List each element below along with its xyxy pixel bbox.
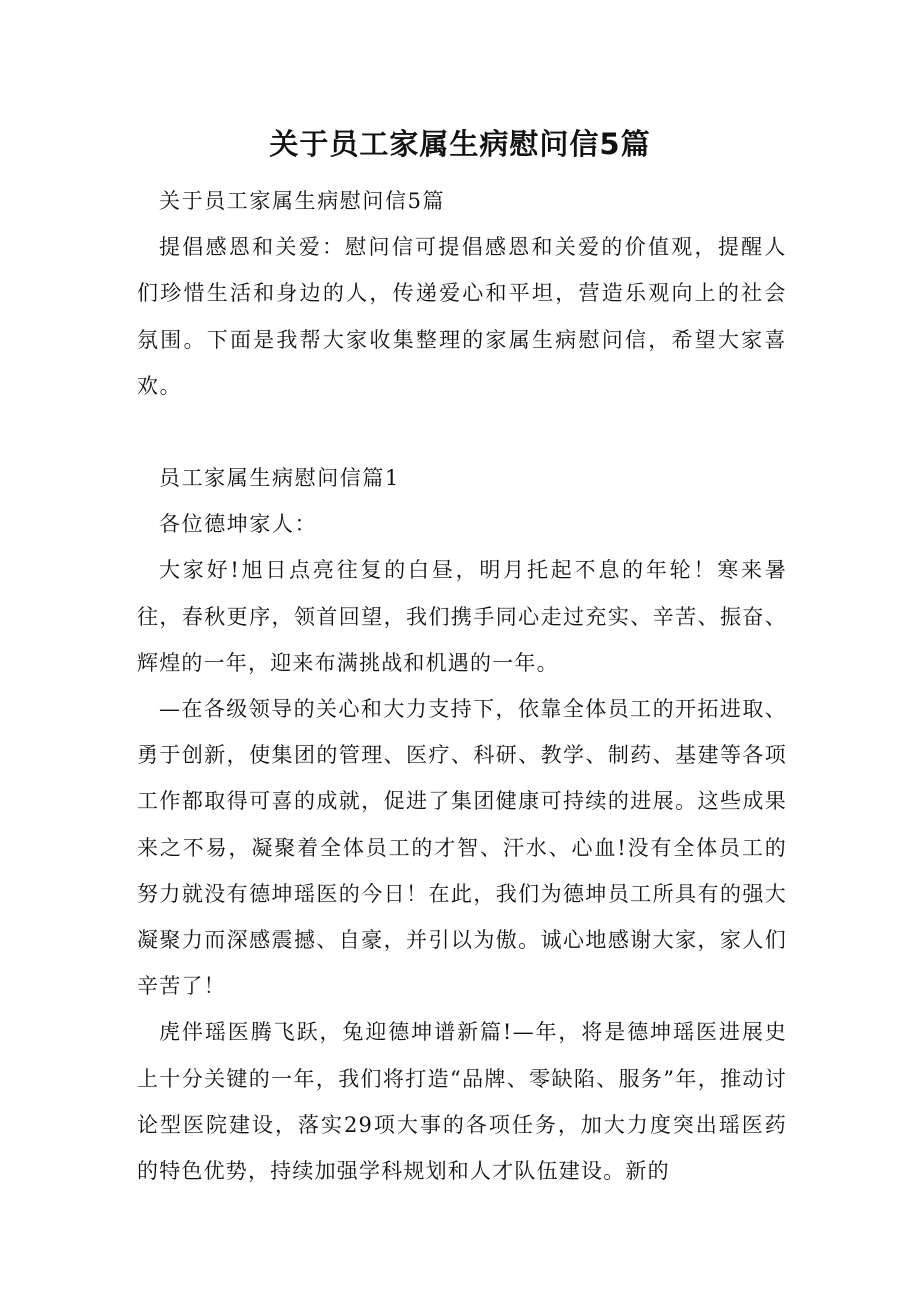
- section-heading: 员工家属生病慰问信篇1: [159, 466, 400, 491]
- document-title: 关于员工家属生病慰问信5篇: [269, 127, 651, 161]
- body-paragraph: 大家好!旭日点亮往复的白昼，明月托起不息的年轮！寒来暑往，春秋更序，领首回望，我们携手同心走过充实、辛苦、振奋、辉煌的一年，迎来布满挑战和机遇的一年。: [137, 558, 787, 675]
- salutation: 各位德坤家人：: [159, 512, 318, 537]
- body-paragraph: 虎伴瑶医腾飞跃，兔迎德坤谱新篇!—年，将是德坤瑶医进展史上十分关键的一年，我们将打造“品牌、零缺陷、服务”年，推动讨论型医院建设，落实29项大事的各项任务，加大力度突出瑶医药的特色优势，持续加强学科规划和人才队伍建设。新的: [137, 1020, 787, 1184]
- intro-paragraph: 提倡感恩和关爱：慰问信可提倡感恩和关爱的价值观，提醒人们珍惜生活和身边的人，传递爱心和平坦，营造乐观向上的社会氛围。下面是我帮大家收集整理的家属生病慰问信，希望大家喜欢。: [137, 235, 787, 398]
- document-subtitle: 关于员工家属生病慰问信5篇: [159, 189, 446, 213]
- document-body: [137, 178, 787, 1194]
- body-paragraph: —在各级领导的关心和大力支持下，依靠全体员工的开拓进取、勇于创新，使集团的管理、医疗、科研、教学、制药、基建等各项工作都取得可喜的成就，促进了集团健康可持续的进展。这些成果来之不易，凝聚着全体员工的才智、汗水、心血!没有全体员工的努力就没有德坤瑶医的今日！在此，我们为德坤员工所具有的强大凝聚力而深感震撼、自豪，并引以为傲。诚心地感谢大家，家人们辛苦了！: [137, 697, 787, 999]
